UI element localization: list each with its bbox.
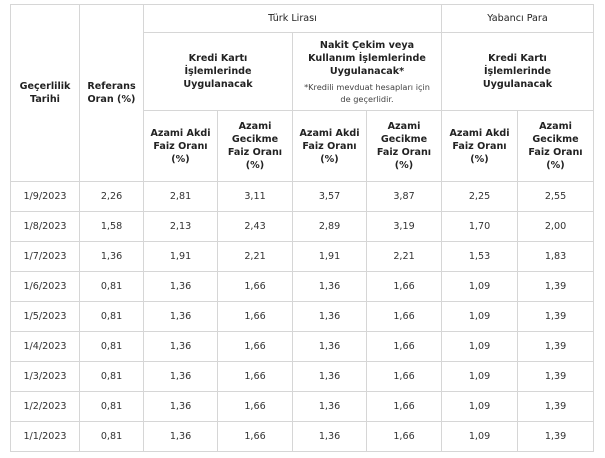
cell-cash-delay-rate: 1,66 [367, 362, 442, 392]
header-credit-card-tl: Kredi Kartı İşlemlerinde Uygulanacak [144, 33, 293, 111]
cell-tl-card-contract-rate: 1,36 [144, 302, 218, 332]
cell-cash-delay-rate: 3,19 [367, 212, 442, 242]
cell-cash-delay-rate: 1,66 [367, 422, 442, 452]
cell-cash-delay-rate: 2,21 [367, 242, 442, 272]
cell-cash-delay-rate: 1,66 [367, 272, 442, 302]
cell-tl-card-contract-rate: 1,36 [144, 392, 218, 422]
header-tl-card-max-contract: Azami Akdi Faiz Oranı (%) [144, 111, 218, 182]
cell-tl-card-delay-rate: 1,66 [218, 422, 293, 452]
table-row [11, 272, 594, 302]
cell-cash-delay-rate: 1,66 [367, 392, 442, 422]
cell-validity-date: 1/3/2023 [11, 362, 80, 392]
cell-fx-card-contract-rate: 1,09 [442, 332, 518, 362]
table-row [11, 332, 594, 362]
header-fx-card-max-contract: Azami Akdi Faiz Oranı (%) [442, 111, 518, 182]
table-body [11, 182, 594, 452]
header-cash-withdrawal-note: *Kredili mevduat hesapları için de geçerlidir. [304, 81, 430, 104]
cell-validity-date: 1/6/2023 [11, 272, 80, 302]
cell-fx-card-contract-rate: 1,53 [442, 242, 518, 272]
cell-tl-card-delay-rate: 1,66 [218, 332, 293, 362]
cell-fx-card-delay-rate: 1,83 [518, 242, 594, 272]
cell-cash-contract-rate: 3,57 [293, 182, 367, 212]
cell-validity-date: 1/9/2023 [11, 182, 80, 212]
table-row [11, 392, 594, 422]
header-foreign-currency: Yabancı Para [442, 5, 594, 33]
cell-tl-card-delay-rate: 2,43 [218, 212, 293, 242]
header-cash-max-delay: Azami Gecikme Faiz Oranı (%) [367, 111, 442, 182]
cell-fx-card-contract-rate: 1,09 [442, 422, 518, 452]
header-tl-card-max-delay: Azami Gecikme Faiz Oranı (%) [218, 111, 293, 182]
table-row [11, 302, 594, 332]
cell-reference-rate: 2,26 [80, 182, 144, 212]
cell-fx-card-contract-rate: 1,09 [442, 272, 518, 302]
cell-fx-card-delay-rate: 1,39 [518, 392, 594, 422]
cell-reference-rate: 0,81 [80, 272, 144, 302]
cell-cash-contract-rate: 1,91 [293, 242, 367, 272]
cell-fx-card-contract-rate: 1,09 [442, 302, 518, 332]
header-cash-max-contract: Azami Akdi Faiz Oranı (%) [293, 111, 367, 182]
cell-tl-card-contract-rate: 1,36 [144, 272, 218, 302]
cell-cash-delay-rate: 1,66 [367, 302, 442, 332]
cell-fx-card-contract-rate: 1,70 [442, 212, 518, 242]
cell-validity-date: 1/4/2023 [11, 332, 80, 362]
cell-tl-card-contract-rate: 1,36 [144, 422, 218, 452]
cell-reference-rate: 0,81 [80, 362, 144, 392]
cell-tl-card-contract-rate: 1,36 [144, 332, 218, 362]
header-validity-date: Geçerlilik Tarihi [11, 5, 80, 182]
cell-cash-delay-rate: 3,87 [367, 182, 442, 212]
cell-tl-card-contract-rate: 2,81 [144, 182, 218, 212]
cell-fx-card-delay-rate: 1,39 [518, 422, 594, 452]
cell-tl-card-contract-rate: 1,91 [144, 242, 218, 272]
cell-tl-card-delay-rate: 1,66 [218, 392, 293, 422]
table-row [11, 362, 594, 392]
cell-reference-rate: 0,81 [80, 392, 144, 422]
header-credit-card-fx: Kredi Kartı İşlemlerinde Uygulanacak [442, 33, 594, 111]
cell-fx-card-delay-rate: 1,39 [518, 302, 594, 332]
cell-cash-contract-rate: 1,36 [293, 362, 367, 392]
header-reference-rate: Referans Oran (%) [80, 5, 144, 182]
header-cash-withdrawal [293, 33, 442, 111]
cell-tl-card-contract-rate: 2,13 [144, 212, 218, 242]
cell-reference-rate: 0,81 [80, 422, 144, 452]
cell-tl-card-delay-rate: 1,66 [218, 362, 293, 392]
cell-tl-card-delay-rate: 1,66 [218, 272, 293, 302]
cell-reference-rate: 1,36 [80, 242, 144, 272]
cell-validity-date: 1/7/2023 [11, 242, 80, 272]
table-row [11, 422, 594, 452]
cell-fx-card-delay-rate: 1,39 [518, 272, 594, 302]
cell-fx-card-delay-rate: 1,39 [518, 362, 594, 392]
cell-fx-card-delay-rate: 2,55 [518, 182, 594, 212]
header-turkish-lira: Türk Lirası [144, 5, 442, 33]
header-fx-card-max-delay: Azami Gecikme Faiz Oranı (%) [518, 111, 594, 182]
cell-cash-contract-rate: 1,36 [293, 422, 367, 452]
table-header [11, 5, 594, 182]
cell-tl-card-delay-rate: 3,11 [218, 182, 293, 212]
cell-cash-contract-rate: 2,89 [293, 212, 367, 242]
cell-cash-contract-rate: 1,36 [293, 272, 367, 302]
cell-reference-rate: 1,58 [80, 212, 144, 242]
cell-cash-delay-rate: 1,66 [367, 332, 442, 362]
cell-validity-date: 1/2/2023 [11, 392, 80, 422]
cell-fx-card-contract-rate: 1,09 [442, 392, 518, 422]
cell-fx-card-contract-rate: 2,25 [442, 182, 518, 212]
table-row [11, 242, 594, 272]
cell-fx-card-contract-rate: 1,09 [442, 362, 518, 392]
cell-tl-card-delay-rate: 1,66 [218, 302, 293, 332]
cell-tl-card-delay-rate: 2,21 [218, 242, 293, 272]
cell-cash-contract-rate: 1,36 [293, 332, 367, 362]
cell-validity-date: 1/8/2023 [11, 212, 80, 242]
cell-fx-card-delay-rate: 2,00 [518, 212, 594, 242]
cell-cash-contract-rate: 1,36 [293, 392, 367, 422]
interest-rates-table [10, 4, 594, 452]
cell-validity-date: 1/5/2023 [11, 302, 80, 332]
cell-tl-card-contract-rate: 1,36 [144, 362, 218, 392]
cell-fx-card-delay-rate: 1,39 [518, 332, 594, 362]
table-row [11, 182, 594, 212]
table-row [11, 212, 594, 242]
cell-reference-rate: 0,81 [80, 302, 144, 332]
cell-cash-contract-rate: 1,36 [293, 302, 367, 332]
cell-reference-rate: 0,81 [80, 332, 144, 362]
cell-validity-date: 1/1/2023 [11, 422, 80, 452]
header-cash-withdrawal-title: Nakit Çekim veya Kullanım İşlemlerinde Uygulanacak* [308, 39, 426, 77]
